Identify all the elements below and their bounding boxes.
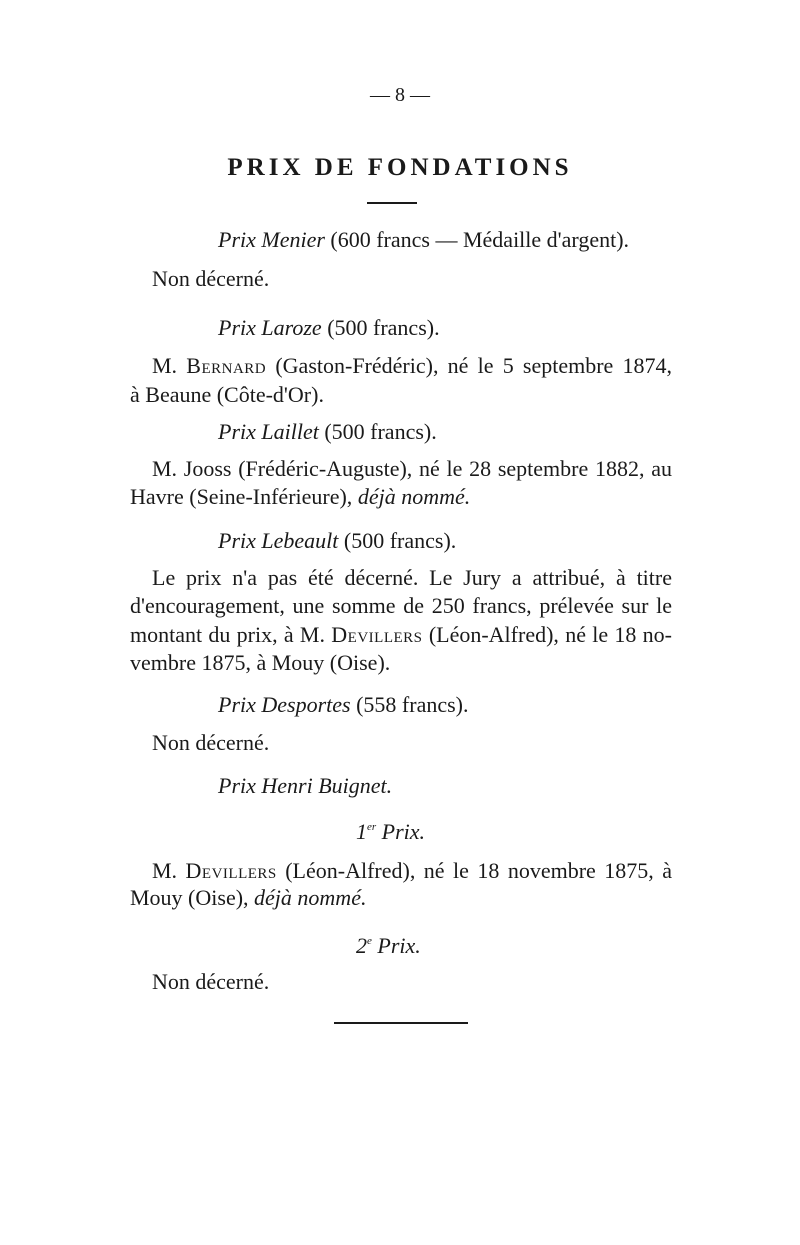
desportes-result: Non décerné. (152, 730, 270, 755)
laureate-name: Devillers (331, 622, 423, 647)
ordinal-suffix: e (367, 935, 372, 947)
ordinal-number: 2 (356, 933, 367, 958)
prize-detail: (500 francs). (327, 315, 440, 340)
laillet-line-2 (130, 483, 672, 511)
laureate-name: Bernard (186, 353, 267, 378)
menier-result: Non décerné. (152, 266, 270, 291)
buignet-first-line-1 (152, 857, 672, 885)
laureate-name: Devillers (185, 858, 277, 883)
prize-detail: (500 francs). (343, 528, 457, 553)
second-prize-heading (356, 932, 421, 960)
prize-heading-lebeault (218, 527, 658, 555)
prize-detail: (558 francs). (356, 692, 469, 717)
prize-heading-desportes (218, 691, 658, 719)
laureate-details: Havre (Seine-Inférieure), (130, 484, 353, 509)
already-named-note: déjà nommé. (357, 484, 471, 509)
already-named-note: déjà nommé. (254, 885, 367, 910)
title-prefix: M. (152, 353, 178, 378)
prize-label: Prix. (377, 933, 421, 958)
prize-detail: (500 francs). (324, 419, 437, 444)
prize-name: Prix Lebeault (218, 528, 339, 553)
lebeault-line-3 (130, 621, 672, 649)
title-prefix: M. (152, 858, 178, 883)
prize-name: Prix Laroze (218, 315, 322, 340)
laroze-line-2: à Beaune (Côte-d'Or). (130, 382, 324, 407)
prize-heading-menier (218, 226, 658, 254)
laureate-details: (Gaston-Frédéric), né le 5 septembre 1874, (275, 353, 673, 378)
ordinal-number: 1 (356, 819, 367, 844)
laureate-details: (Léon-Alfred), né le 18 novembre 1875, à (285, 858, 672, 883)
prize-detail: (600 francs — Médaille d'argent). (330, 227, 630, 252)
prize-heading-laroze (218, 314, 658, 342)
prize-heading-laillet (218, 418, 658, 446)
page-title: PRIX DE FONDATIONS (227, 154, 573, 181)
text-segment: montant du prix, à M. (130, 622, 325, 647)
ordinal-suffix: er (367, 821, 377, 833)
prize-name: Prix Menier (218, 227, 325, 252)
title-divider (367, 202, 417, 204)
prize-name: Prix Desportes (218, 692, 351, 717)
first-prize-heading (356, 818, 425, 846)
page-number: — 8 — (370, 84, 430, 106)
laroze-line-1 (152, 352, 672, 380)
text-segment: (Léon-Alfred), né le 18 no- (428, 622, 673, 647)
laureate-details: Mouy (Oise), (130, 885, 249, 910)
lebeault-line-2: d'encouragement, une somme de 250 francs, prélevée sur le (130, 593, 672, 618)
prize-name: Prix Laillet (218, 419, 319, 444)
lebeault-line-1: Le prix n'a pas été décerné. Le Jury a attribué, à titre (152, 565, 672, 590)
closing-divider (334, 1022, 468, 1024)
laillet-line-1: M. Jooss (Frédéric-Auguste), né le 28 septembre 1882, au (152, 456, 672, 481)
buignet-second-result: Non décerné. (152, 969, 270, 994)
lebeault-line-4: vembre 1875, à Mouy (Oise). (130, 650, 391, 675)
prize-label: Prix. (381, 819, 426, 844)
prize-heading-buignet: Prix Henri Buignet. (218, 773, 393, 798)
buignet-first-line-2 (130, 884, 672, 912)
